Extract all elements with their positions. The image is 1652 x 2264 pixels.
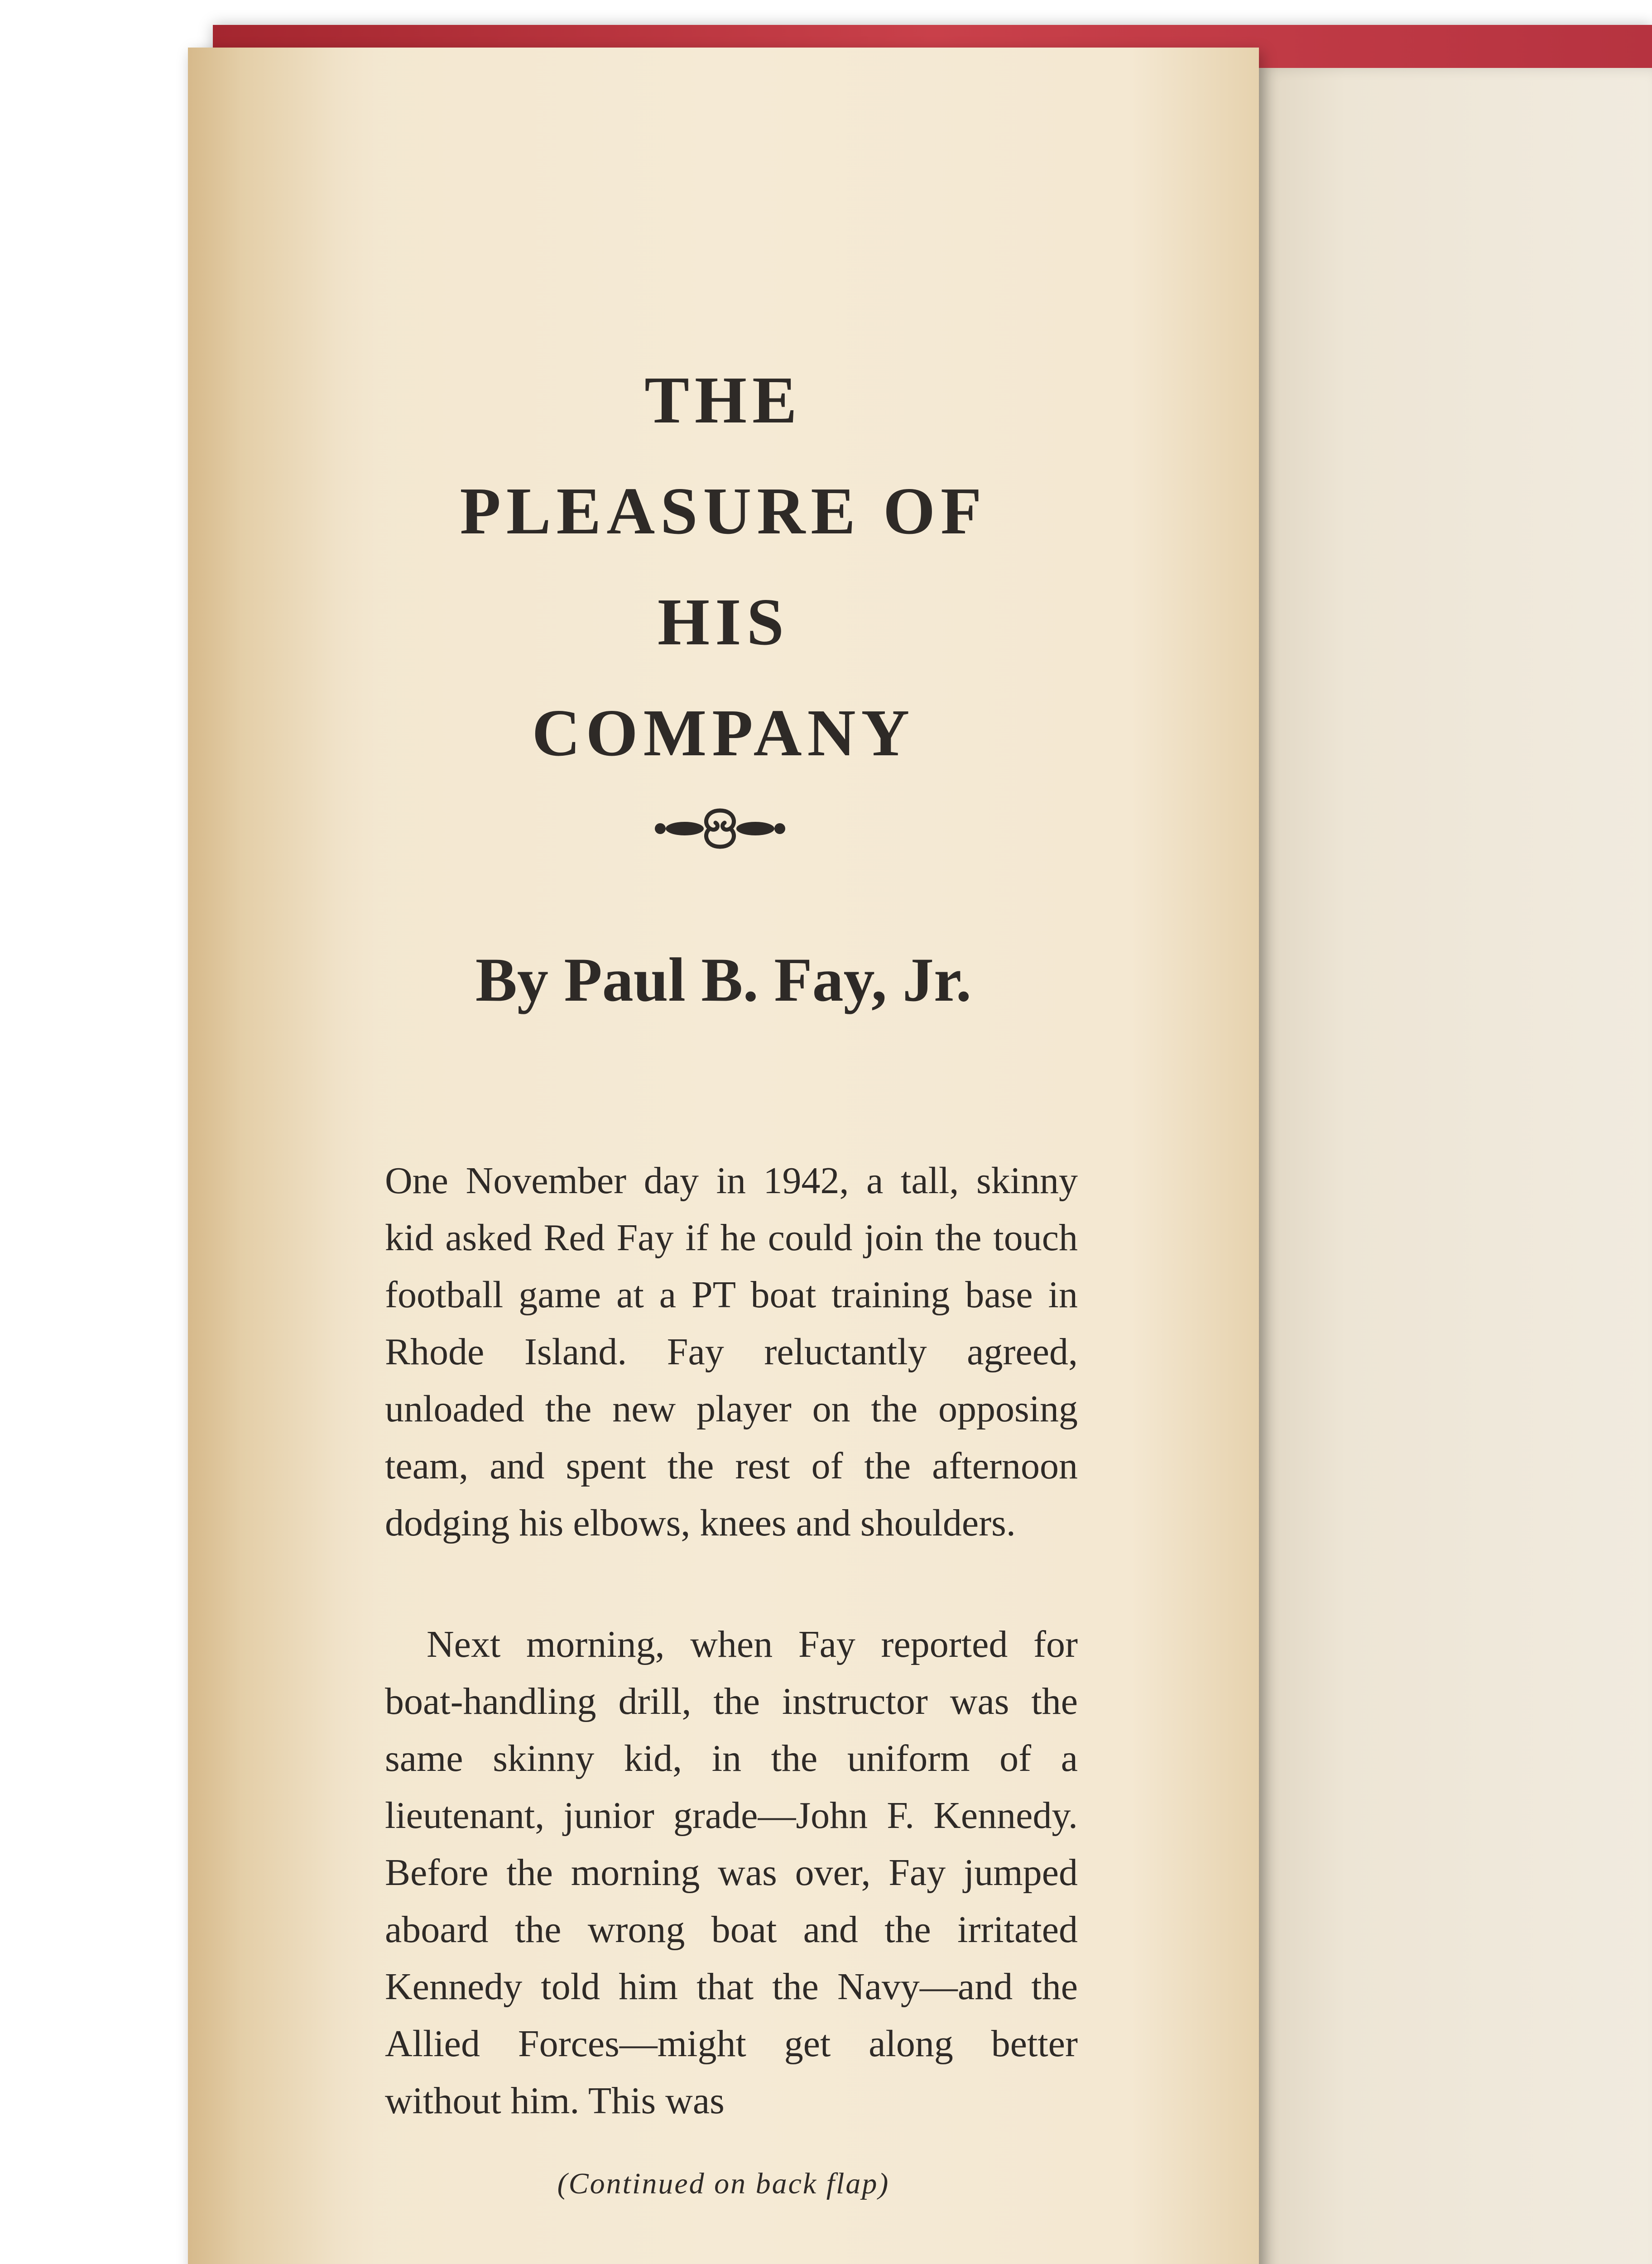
continued-note: (Continued on back flap)	[557, 2167, 890, 2200]
author-byline: By Paul B. Fay, Jr.	[475, 945, 972, 1014]
title-line-4: COMPANY	[532, 696, 915, 770]
flap-paragraph-1: One November day in 1942, a tall, skinny kid asked Red Fay if he could join the touch football game at a PT boat training base in Rhode Island. Fay reluctantly agreed, unloaded the new player on the opposing team, and spent the rest of the afternoon dodging his elbows, knees and shoulders.	[385, 1160, 1078, 1544]
title-line-1: THE	[644, 363, 802, 437]
flap-paragraph-2: Next morning, when Fay reported for boat-handling drill, the instructor was the same skinny kid, in the uniform of a lieutenant, junior grade—John F. Kennedy. Before the morning was over, Fay jumped aboard the wrong boat and the irritated Kennedy told him that the Navy—and the Allied Forces—might get along better without him. This was	[385, 1623, 1078, 2122]
fleuron-ornament-icon	[652, 799, 788, 858]
title-line-3: HIS	[657, 585, 790, 659]
title-line-2: PLEASURE OF	[460, 474, 987, 548]
endpaper	[1259, 68, 1652, 2264]
dust-jacket-flap	[188, 48, 1259, 2264]
